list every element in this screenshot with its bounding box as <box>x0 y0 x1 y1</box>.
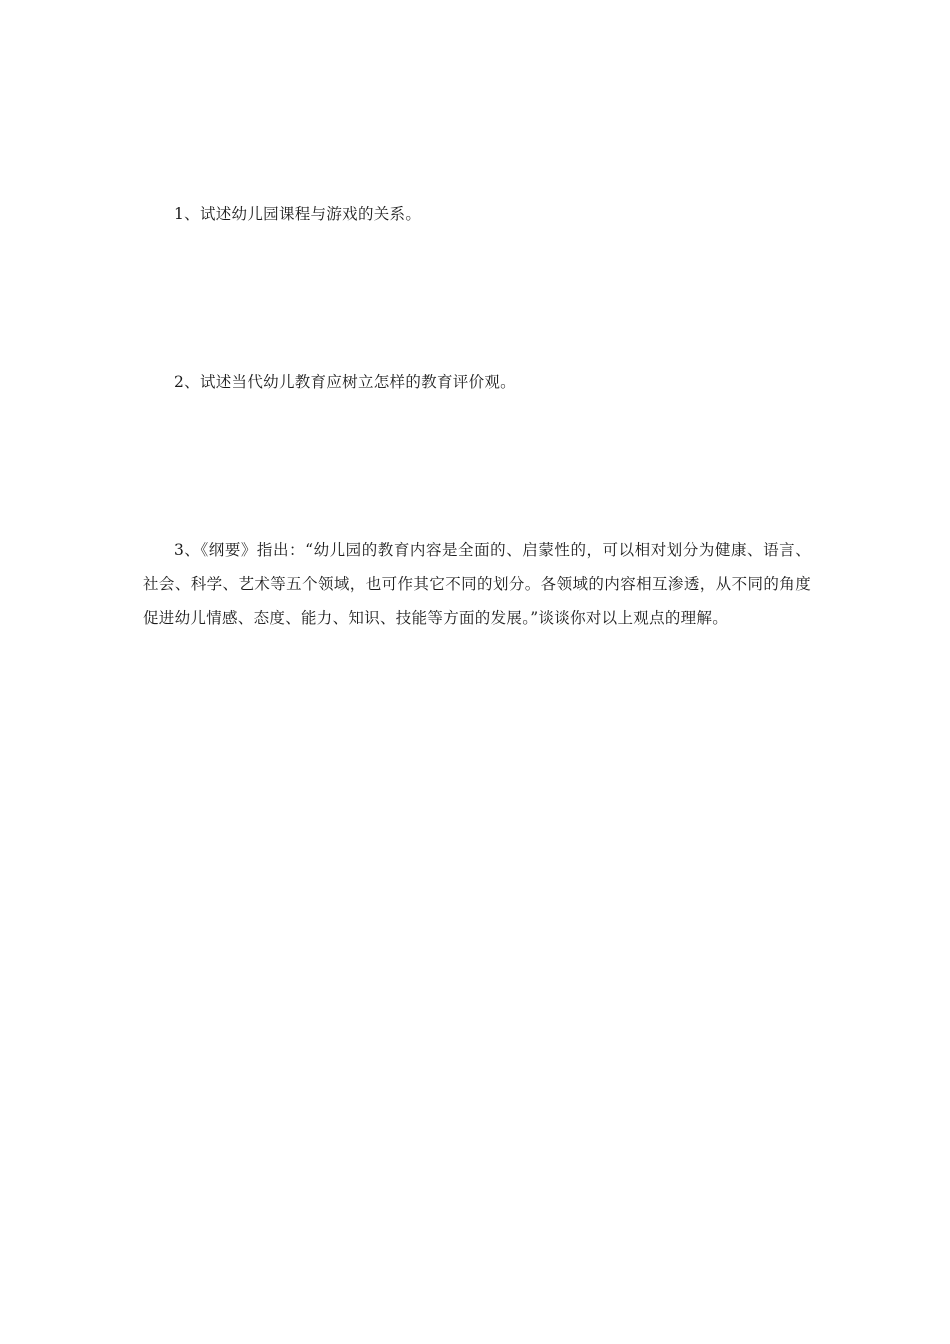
question-1: 1、试述幼儿园课程与游戏的关系。 <box>174 205 422 223</box>
question-3: 3、《纲要》指出：“幼儿园的教育内容是全面的、启蒙性的，可以相对划分为健康、语言、社会、科学、艺术等五个领域，也可作其它不同的划分。各领域的内容相互渗透，从不同的角度促进幼儿情感、态度、能力、知识、技能等方面的发展。”谈谈你对以上观点的理解。 <box>143 541 811 627</box>
question-2: 2、试述当代幼儿教育应树立怎样的教育评价观。 <box>174 373 516 391</box>
